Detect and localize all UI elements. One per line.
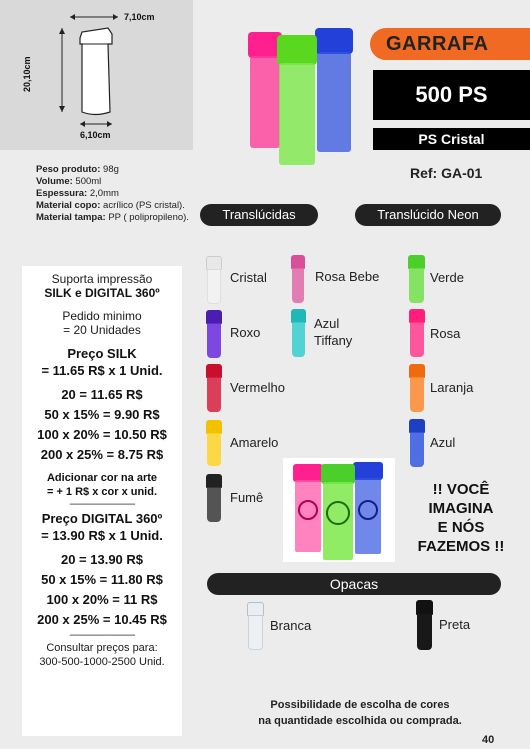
- silk-unit-price: = 11.65 R$ x 1 Unid.: [41, 363, 163, 378]
- diagram-height-label: 20,10cm: [22, 56, 32, 92]
- diagram-base-label: 6,10cm: [80, 130, 111, 140]
- neon-section-label: Translúcido Neon: [355, 204, 501, 226]
- digital-tier-100: 100 x 20% = 11 R$: [46, 592, 158, 607]
- opaque-section-label: Opacas: [207, 573, 501, 595]
- cup-verde: [408, 255, 425, 303]
- diagram-width-label: 7,10cm: [124, 12, 155, 22]
- pricing-divider-2: ----------------------------: [69, 630, 135, 641]
- color-cristal-label: Cristal: [230, 270, 267, 285]
- spec-cup-material: Material copo: acrílico (PS cristal).: [36, 200, 185, 211]
- cup-preta: [416, 600, 433, 650]
- digital-unit-price: = 13.90 R$ x 1 Unid.: [41, 528, 163, 543]
- product-specs: [36, 164, 196, 224]
- cup-azul-tiffany: [291, 309, 306, 357]
- minimum-order-value: = 20 Unidades: [63, 323, 141, 337]
- digital-tier-20: 20 = 13.90 R$: [60, 552, 144, 567]
- cup-cristal: [206, 256, 222, 304]
- call-to-action: [402, 480, 520, 556]
- add-color-line-1: Adicionar cor na arte: [46, 472, 158, 484]
- dimension-diagram-panel: [0, 0, 193, 150]
- digital-tier-50: 50 x 15% = 11.80 R$: [41, 572, 163, 587]
- cta-line-3: E NÓS: [437, 519, 485, 536]
- cta-line-1: !! VOCÊ: [432, 481, 490, 498]
- color-preta-label: Preta: [439, 617, 471, 632]
- digital-price-title: Preço DIGITAL 360º: [41, 511, 163, 526]
- cta-line-4: FAZEMOS !!: [417, 538, 505, 555]
- cup-amarelo: [206, 420, 222, 466]
- color-vermelho-label: Vermelho: [230, 380, 285, 395]
- material-banner: PS Cristal: [373, 128, 530, 150]
- color-rosa-bebe-label: Rosa Bebe: [315, 269, 380, 284]
- cta-line-2: IMAGINA: [428, 500, 494, 517]
- color-amarelo-label: Amarelo: [230, 435, 279, 450]
- printed-sample-photo: [283, 458, 395, 562]
- silk-tier-20: 20 = 11.65 R$: [61, 387, 143, 402]
- note-line-2: na quantidade escolhida ou comprada.: [258, 715, 462, 727]
- cup-branca: [247, 602, 264, 650]
- color-choice-note: [215, 697, 505, 729]
- translucent-section-label: Translúcidas: [200, 204, 318, 226]
- cup-vermelho: [206, 364, 222, 412]
- spec-thickness: Espessura: 2,0mm: [36, 188, 119, 199]
- printed-bottles-image: [283, 458, 395, 562]
- color-laranja-label: Laranja: [430, 380, 474, 395]
- add-color-line-2: = + 1 R$ x cor x unid.: [46, 486, 158, 498]
- color-rosa-label: Rosa: [430, 326, 461, 341]
- pricing-divider: ----------------------------: [69, 499, 135, 510]
- color-fume-label: Fumê: [230, 490, 264, 505]
- digital-tier-200: 200 x 25% = 10.45 R$: [37, 612, 167, 627]
- spec-weight: Peso produto: 98g: [36, 164, 119, 175]
- silk-tier-100: 100 x 20% = 10.50 R$: [37, 427, 167, 442]
- color-azul-tiffany-label-2: Tiffany: [314, 333, 353, 348]
- color-branca-label: Branca: [270, 618, 312, 633]
- spec-volume: Volume: 500ml: [36, 176, 102, 187]
- color-azul-tiffany-label-1: Azul: [314, 316, 340, 331]
- cup-laranja: [409, 364, 425, 412]
- note-line-1: Possibilidade de escolha de cores: [270, 699, 450, 711]
- print-methods-line: SILK e DIGITAL 360º: [44, 286, 160, 300]
- silk-price-title: Preço SILK: [67, 346, 137, 361]
- color-verde-label: Verde: [430, 270, 464, 285]
- cup-azul: [409, 419, 425, 467]
- silk-tier-200: 200 x 25% = 8.75 R$: [40, 447, 164, 462]
- cup-roxo: [206, 310, 222, 358]
- model-banner: 500 PS: [373, 70, 530, 120]
- page-number: 40: [482, 734, 495, 746]
- cup-rosa: [409, 309, 425, 357]
- consult-quantities: 300-500-1000-2500 Unid.: [39, 656, 165, 668]
- cup-rosa-bebe: [291, 255, 305, 303]
- product-title-banner: GARRAFA: [370, 28, 530, 60]
- silk-tier-50: 50 x 15% = 9.90 R$: [44, 407, 160, 422]
- cup-fume: [206, 474, 222, 522]
- color-roxo-label: Roxo: [230, 325, 261, 340]
- spec-lid-material: Material tampa: PP ( polipropileno).: [36, 212, 189, 223]
- reference-code: Ref: GA-01: [410, 165, 483, 181]
- pricing-panel: [22, 266, 182, 736]
- color-azul-label: Azul: [430, 435, 456, 450]
- print-support-line: Suporta impressão: [51, 272, 153, 286]
- minimum-order-label: Pedido minimo: [62, 309, 142, 323]
- consult-label: Consultar preços para:: [46, 642, 158, 654]
